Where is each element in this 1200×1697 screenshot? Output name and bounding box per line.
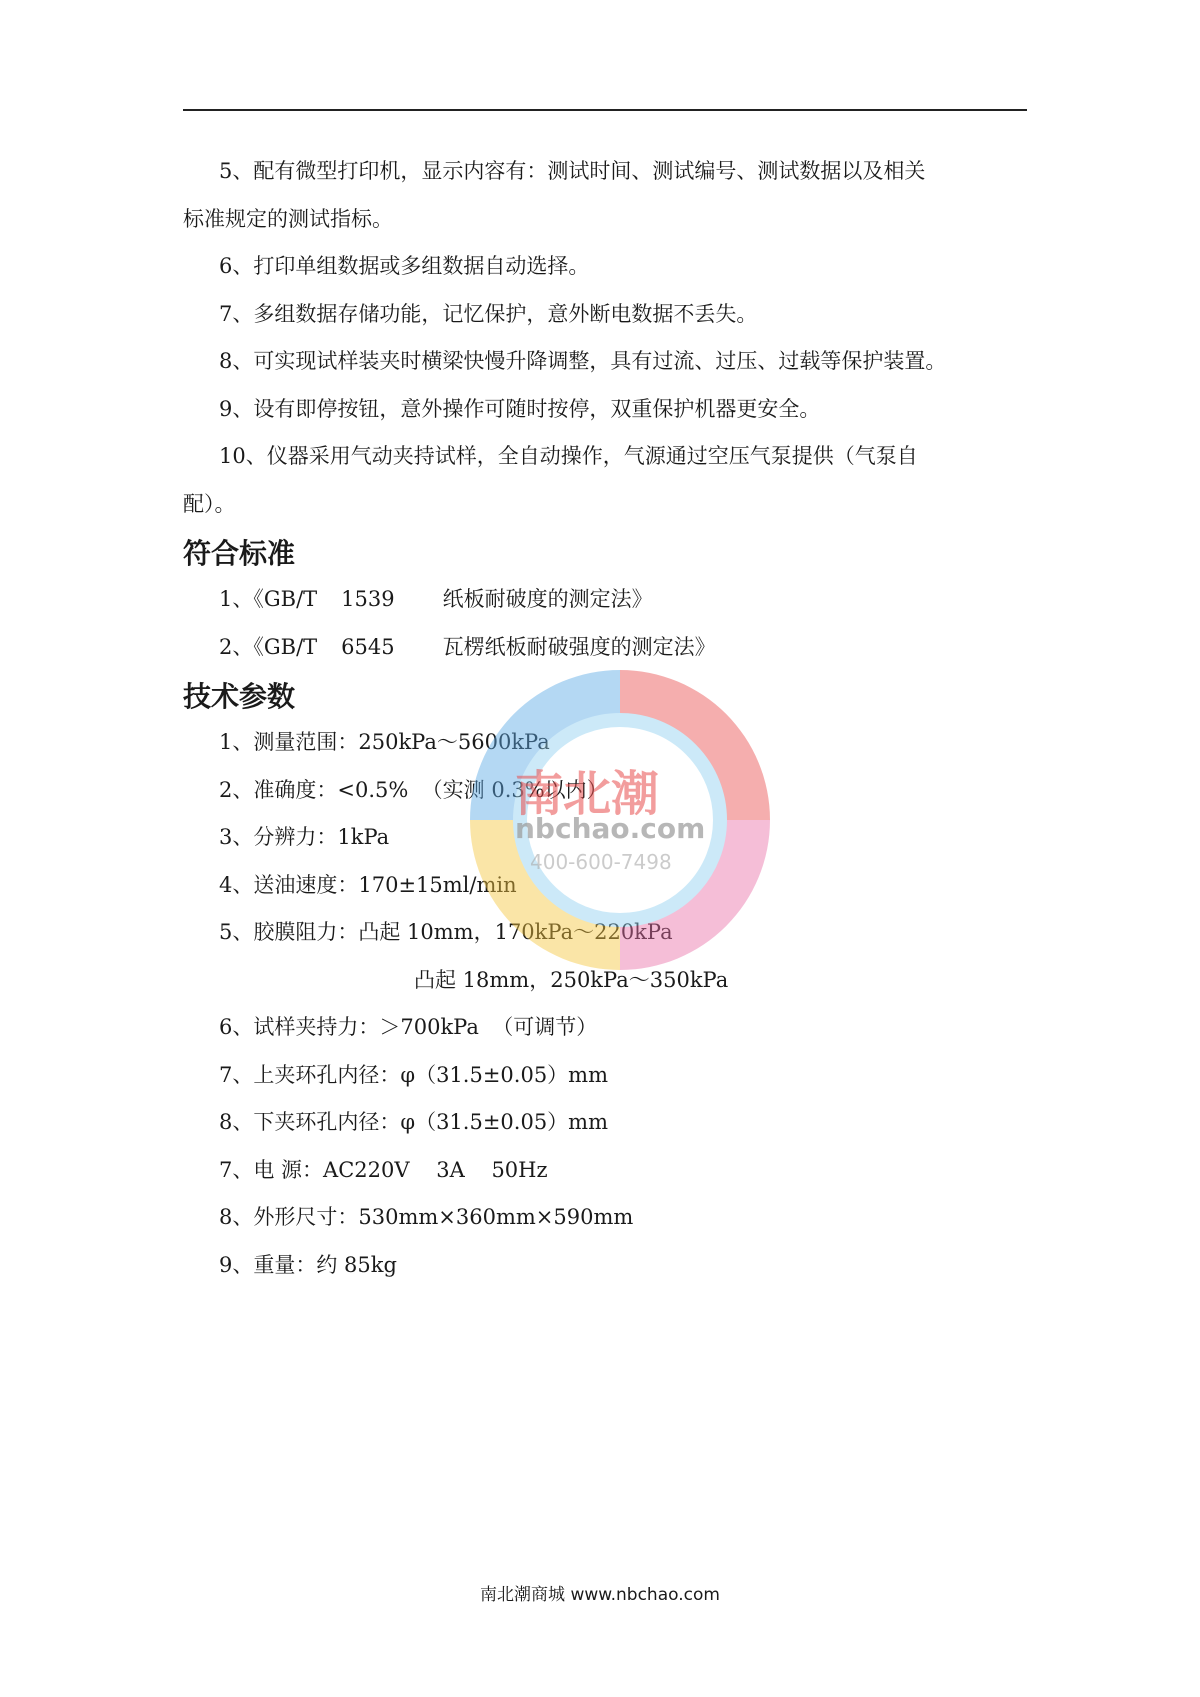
standard-no: 2、《GB/T (219, 634, 318, 659)
param-upper-ring: 7、上夹环孔内径：φ（31.5±0.05）mm (219, 1062, 609, 1087)
feature-9: 9、设有即停按钮，意外操作可随时按停，双重保护机器更安全。 (219, 396, 821, 421)
page-footer: 南北潮商城 www.nbchao.com (480, 1585, 720, 1605)
watermark-logo-text: 南北潮 (515, 766, 660, 822)
param-accuracy: 2、准确度：<0.5% （实测 0.3%以内） (219, 777, 608, 802)
param-power: 7、电 源：AC220V 3A 50Hz (219, 1157, 548, 1182)
param-lower-ring: 8、下夹环孔内径：φ（31.5±0.05）mm (219, 1110, 609, 1134)
standard-title: 纸板耐破度的测定法》 (442, 587, 653, 611)
param-measure-range: 1、测量范围：250kPa～5600kPa (219, 730, 550, 754)
param-clamp-force: 6、试样夹持力：＞700kPa （可调节） (219, 1015, 598, 1039)
feature-5-line-1: 5、配有微型打印机，显示内容有：测试时间、测试编号、测试数据以及相关 (219, 159, 926, 183)
feature-7: 7、多组数据存储功能，记忆保护，意外断电数据不丢失。 (219, 301, 758, 326)
param-weight: 9、重量：约 85kg (219, 1252, 397, 1277)
feature-8: 8、可实现试样装夹时横梁快慢升降调整，具有过流、过压、过载等保护装置。 (219, 349, 947, 373)
feature-10-line-2: 配）。 (183, 491, 236, 516)
feature-6: 6、打印单组数据或多组数据自动选择。 (219, 254, 590, 278)
param-dimensions: 8、外形尺寸：530mm×360mm×590mm (219, 1205, 634, 1229)
document-body (183, 148, 1027, 1289)
standards-heading: 符合标准 (183, 537, 296, 570)
header-rule (183, 109, 1027, 111)
params-heading: 技术参数 (183, 680, 296, 713)
feature-5-line-2: 标准规定的测试指标。 (183, 206, 393, 231)
watermark-site: nbchao.com (515, 812, 706, 845)
standard-item (183, 624, 1027, 672)
standard-item (183, 576, 1027, 624)
param-resolution: 3、分辨力：1kPa (219, 825, 390, 849)
standard-title: 瓦楞纸板耐破强度的测定法》 (442, 634, 716, 659)
watermark-phone: 400-600-7498 (530, 850, 672, 874)
feature-10-line-1: 10、仪器采用气动夹持试样，全自动操作，气源通过空压气泵提供（气泵自 (219, 444, 918, 468)
standard-code: 6545 (341, 634, 395, 659)
standard-code: 1539 (341, 587, 395, 611)
param-membrane-2: 凸起 18mm，250kPa～350kPa (414, 967, 729, 992)
param-oil-speed: 4、送油速度：170±15ml/min (219, 872, 517, 897)
param-membrane-1: 5、胶膜阻力：凸起 10mm，170kPa～220kPa (219, 920, 673, 944)
standard-no: 1、《GB/T (219, 587, 318, 611)
